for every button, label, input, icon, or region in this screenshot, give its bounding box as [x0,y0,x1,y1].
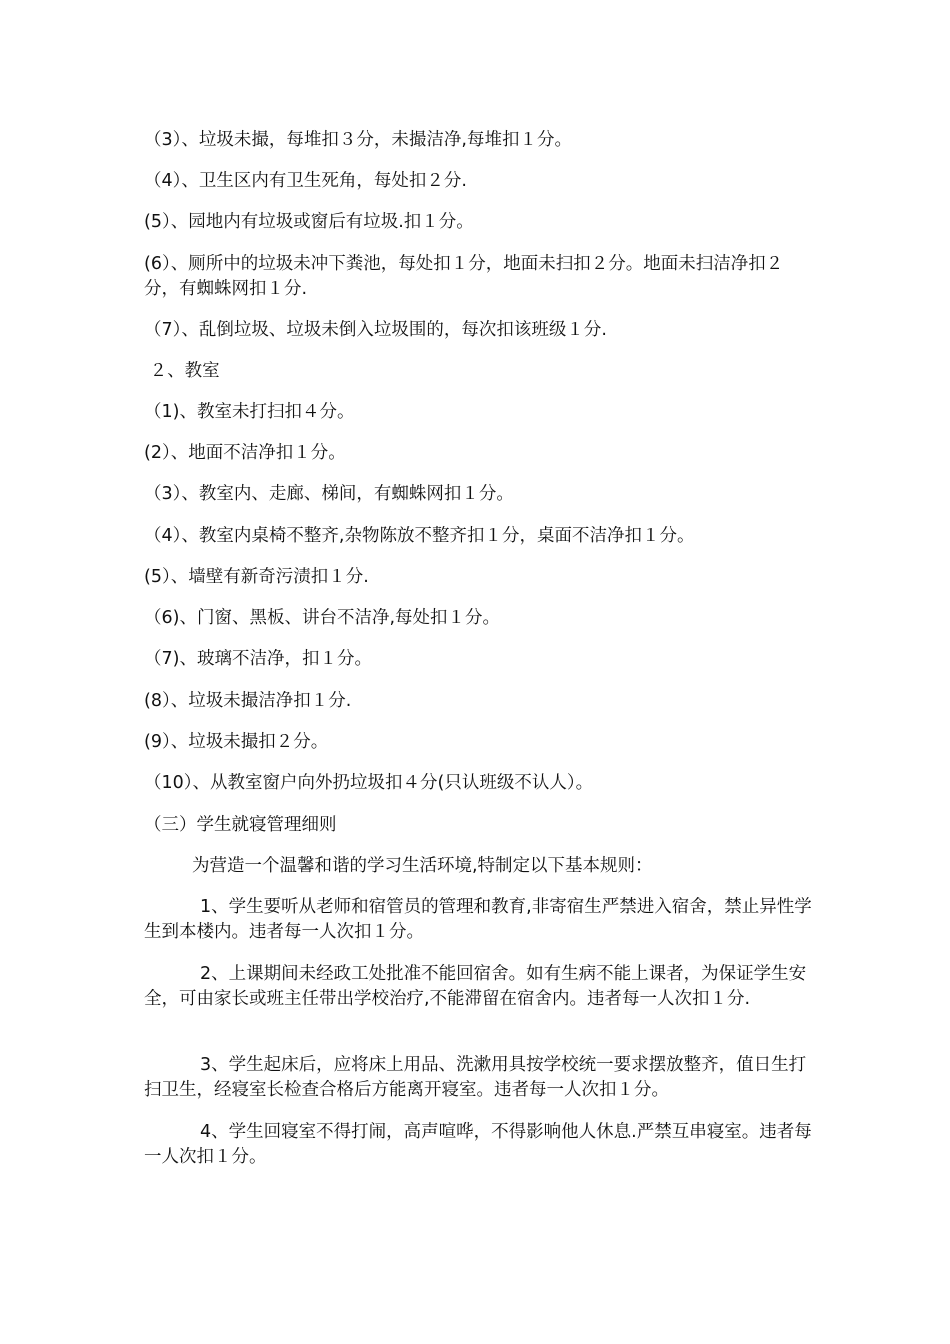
classroom-rule-9: (9）、垃圾未撮扣２分。 [144,732,329,752]
classroom-rule-2: (2）、地面不洁净扣１分。 [144,443,346,463]
classroom-rule-6: （6)、门窗、黑板、讲台不洁净,每处扣１分。 [144,608,501,628]
classroom-rule-8: (8）、垃圾未撮洁净扣１分. [144,691,352,711]
rule-line-5-garden: (5）、园地内有垃圾或窗后有垃圾.扣１分。 [144,212,474,232]
dormitory-rule-1: 1、学生要听从老师和宿管员的管理和教育,非寄宿生严禁进入宿舍，禁止异性学生到本楼内。违者每一人次扣１分。 [144,897,812,942]
rule-line-7-dumping: （7）、乱倒垃圾、垃圾未倒入垃圾围的，每次扣该班级１分. [144,320,607,340]
rule-line-6-toilet: (6）、厕所中的垃圾未冲下粪池，每处扣１分，地面未扫扣２分。地面未扫洁净扣２分，有蜘蛛网扣１分. [144,254,784,299]
classroom-rule-10: （10）、从教室窗户向外扔垃圾扣４分(只认班级不认人）。 [144,773,594,793]
dormitory-intro: 为营造一个温馨和谐的学习生活环境,特制定以下基本规则： [192,856,653,876]
dormitory-rule-4: 4、学生回寝室不得打闹，高声喧哗，不得影响他人休息.严禁互串寝室。违者每一人次扣１分。 [144,1122,812,1167]
classroom-rule-7: （7)、玻璃不洁净，扣１分。 [144,649,372,669]
dormitory-rule-2: 2、上课期间未经政工处批准不能回宿舍。如有生病不能上课者，为保证学生安全，可由家长或班主任带出学校治疗,不能滞留在宿舍内。违者每一人次扣１分. [144,964,807,1009]
classroom-rule-5: (5）、墙壁有新奇污渍扣１分. [144,567,369,587]
section-heading-dormitory: （三）学生就寝管理细则 [144,815,337,835]
section-heading-classroom: ２、教室 [144,361,220,381]
rule-line-3-garbage: （3）、垃圾未撮，每堆扣３分，未撮洁净,每堆扣１分。 [144,130,572,150]
classroom-rule-1: （1)、教室未打扫扣４分。 [144,402,355,422]
classroom-rule-3: （3）、教室内、走廊、梯间，有蜘蛛网扣１分。 [144,484,514,504]
classroom-rule-4: （4）、教室内桌椅不整齐,杂物陈放不整齐扣１分，桌面不洁净扣１分。 [144,526,695,546]
dormitory-rule-3: 3、学生起床后，应将床上用品、洗漱用具按学校统一要求摆放整齐，值日生打扫卫生，经寝室长检查合格后方能离开寝室。违者每一人次扣１分。 [144,1055,807,1100]
rule-line-4-dead-corner: （4）、卫生区内有卫生死角，每处扣２分. [144,171,467,191]
